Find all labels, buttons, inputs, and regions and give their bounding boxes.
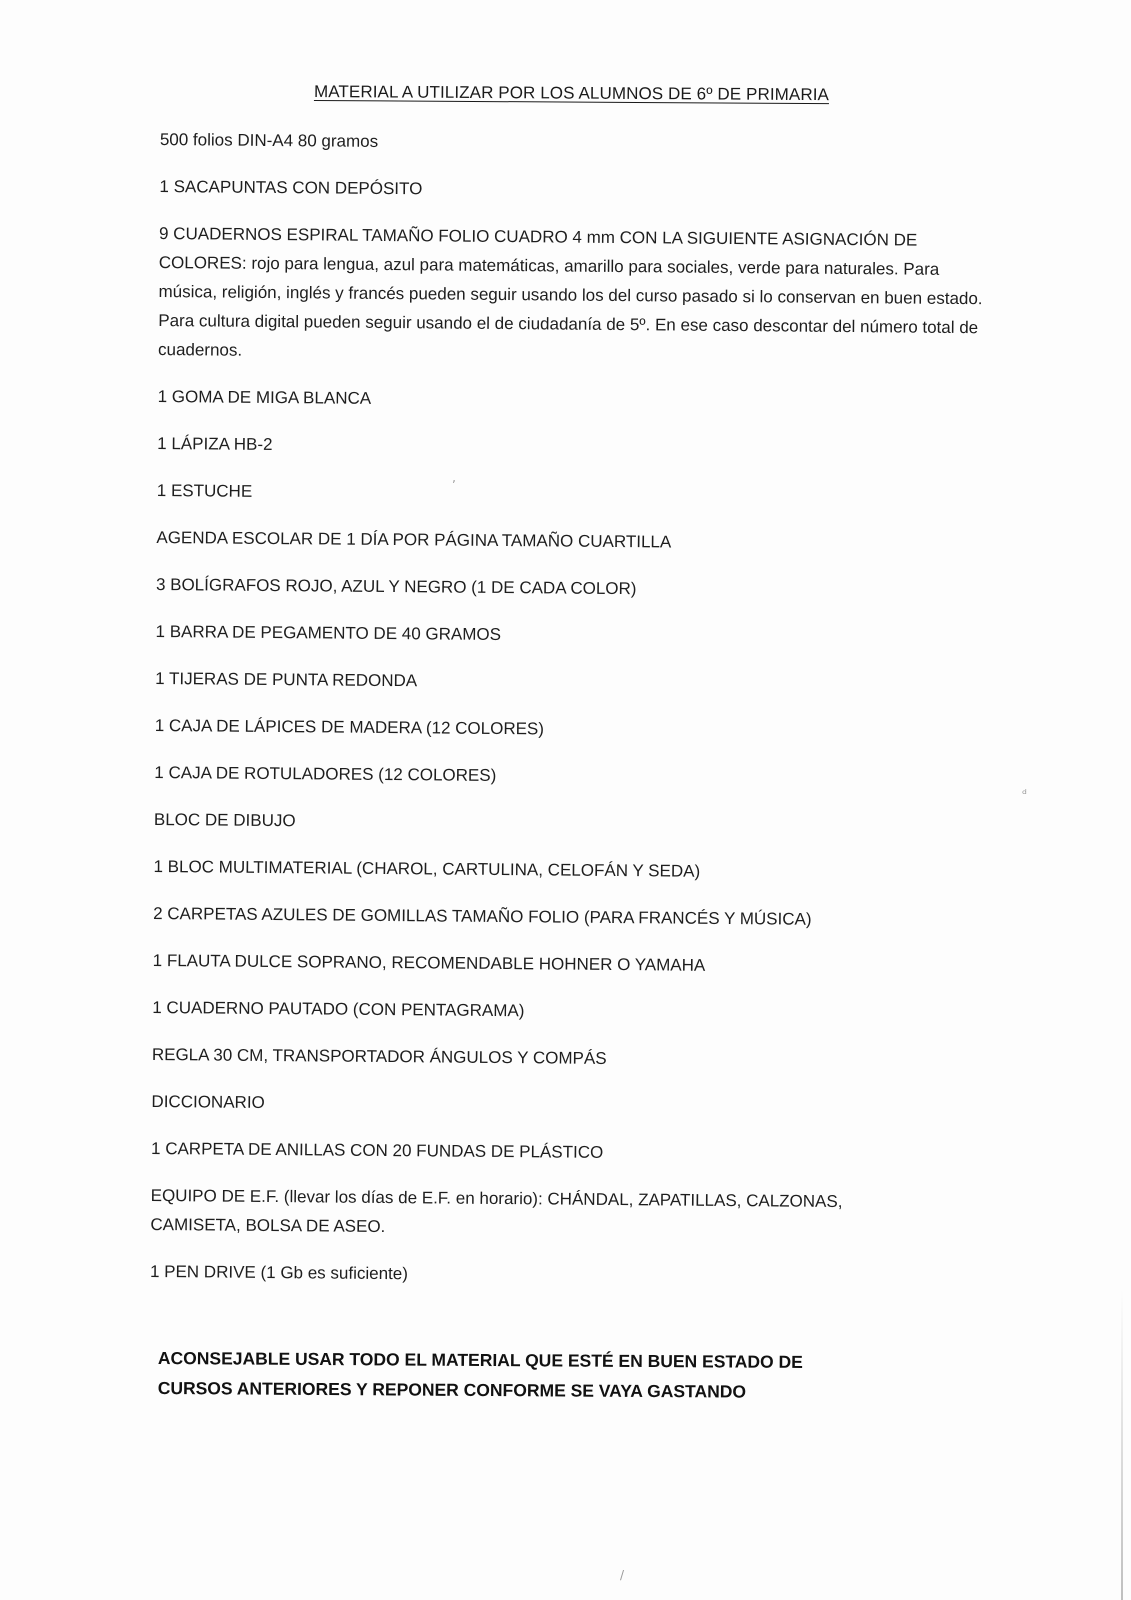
list-item: 1 FLAUTA DULCE SOPRANO, RECOMENDABLE HOHNER O YAMAHA	[152, 950, 706, 975]
list-item: EQUIPO DE E.F. (llevar los días de E.F. en horario): CHÁNDAL, ZAPATILLAS, CALZONAS, CAMISETA, BOLSA DE ASEO.	[150, 1185, 843, 1237]
scan-speck: /	[620, 1568, 625, 1582]
list-item: 1 PEN DRIVE (1 Gb es suficiente)	[149, 1261, 409, 1284]
scan-speck: ʼ	[452, 478, 456, 492]
materials-list	[150, 125, 990, 1311]
list-item: AGENDA ESCOLAR DE 1 DÍA POR PÁGINA TAMAÑO CUARTILLA	[156, 527, 672, 552]
list-item: 1 BARRA DE PEGAMENTO DE 40 GRAMOS	[155, 621, 502, 644]
scan-speck: ᵈ	[1022, 787, 1027, 801]
list-item: 500 folios DIN-A4 80 gramos	[159, 129, 379, 151]
list-item: 1 CUADERNO PAUTADO (CON PENTAGRAMA)	[152, 997, 525, 1021]
list-item: BLOC DE DIBUJO	[153, 809, 296, 831]
list-item: DICCIONARIO	[151, 1091, 265, 1112]
list-item: 1 CAJA DE ROTULADORES (12 COLORES)	[154, 762, 497, 785]
list-item: 1 LÁPIZA HB-2	[157, 433, 273, 454]
list-item: 3 BOLÍGRAFOS ROJO, AZUL Y NEGRO (1 DE CADA COLOR)	[155, 574, 637, 599]
list-item: REGLA 30 CM, TRANSPORTADOR ÁNGULOS Y COMPÁS	[151, 1044, 607, 1068]
page-edge-shadow	[1121, 1290, 1123, 1600]
list-item: 2 CARPETAS AZULES DE GOMILLAS TAMAÑO FOLIO (PARA FRANCÉS Y MÚSICA)	[153, 903, 812, 929]
list-item: 1 TIJERAS DE PUNTA REDONDA	[155, 668, 418, 691]
list-item: 9 CUADERNOS ESPIRAL TAMAÑO FOLIO CUADRO 4 mm CON LA SIGUIENTE ASIGNACIÓN DE COLORES: rojo para lengua, azul para matemáticas, amarillo para sociales, verde para naturales. Para música, religión, inglés y francés pueden seguir usando los del curso pasado si lo conservan en buen estado. Para cultura digital pueden seguir usando el de ciudadanía de 5º. En ese caso descontar del número total de cuadernos.	[157, 223, 983, 360]
list-item: 1 ESTUCHE	[156, 480, 253, 501]
list-item: 1 BLOC MULTIMATERIAL (CHAROL, CARTULINA, CELOFÁN Y SEDA)	[153, 856, 701, 881]
list-item: 1 CAJA DE LÁPICES DE MADERA (12 COLORES)	[154, 715, 545, 739]
list-item: 1 SACAPUNTAS CON DEPÓSITO	[159, 176, 423, 199]
list-item: 1 CARPETA DE ANILLAS CON 20 FUNDAS DE PLÁSTICO	[150, 1138, 604, 1162]
list-item: 1 GOMA DE MIGA BLANCA	[157, 386, 372, 408]
document-title: MATERIAL A UTILIZAR POR LOS ALUMNOS DE 6º DE PRIMARIA	[313, 82, 830, 105]
advice-note: ACONSEJABLE USAR TODO EL MATERIAL QUE ESTÉ EN BUEN ESTADO DE CURSOS ANTERIORES Y REPONER CONFORME SE VAYA GASTANDO	[157, 1347, 803, 1402]
